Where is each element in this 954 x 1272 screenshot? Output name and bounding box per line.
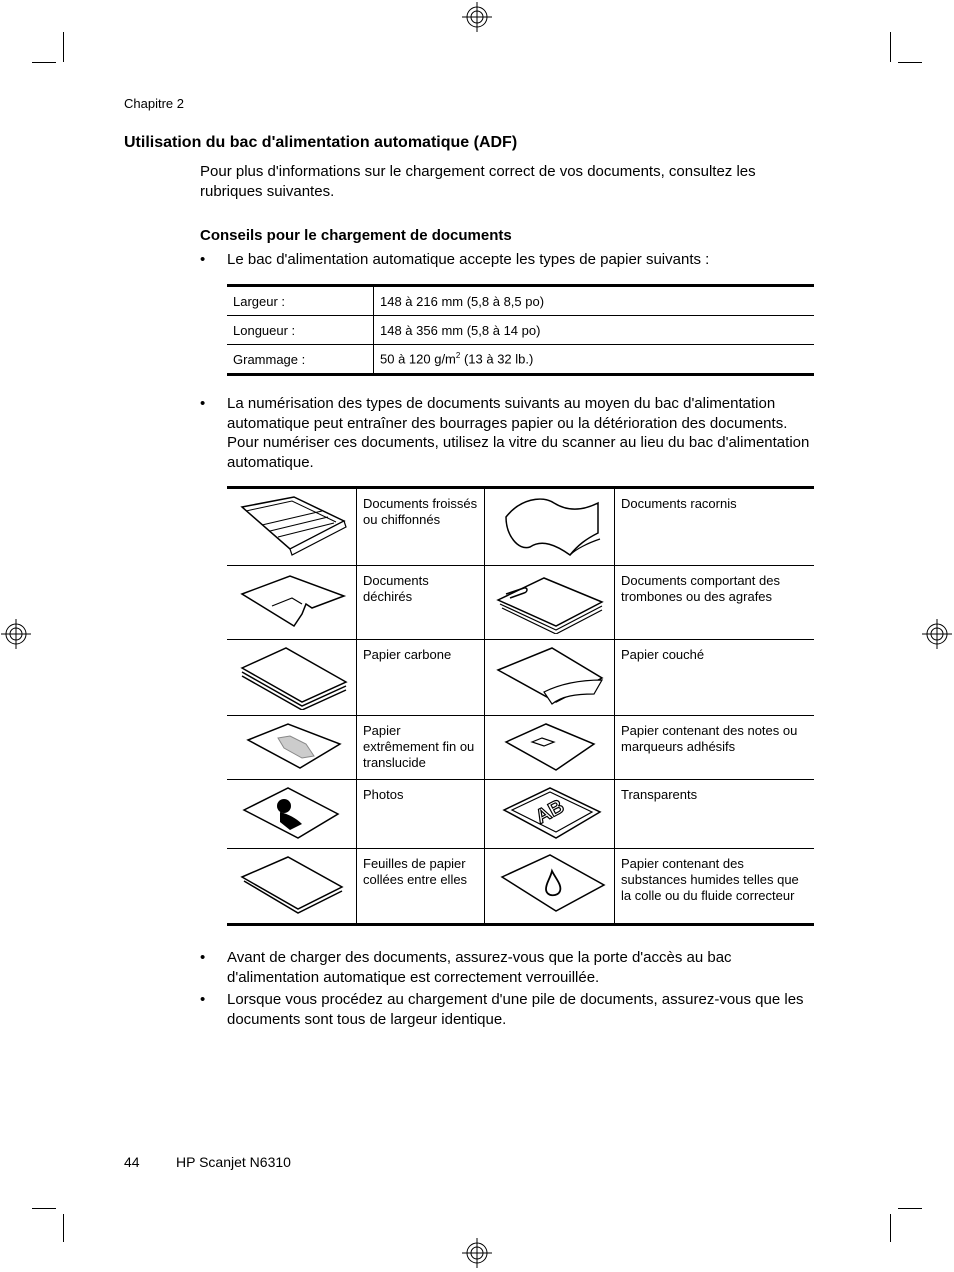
transparency-icon bbox=[490, 780, 610, 844]
spec-value bbox=[374, 345, 815, 375]
doc-type-label: Documents déchirés bbox=[357, 566, 485, 640]
spec-label: Largeur : bbox=[227, 286, 374, 316]
table-row bbox=[227, 488, 814, 566]
doc-type-label: Documents racornis bbox=[621, 496, 737, 511]
table-row bbox=[227, 566, 814, 640]
bullet-text: Avant de charger des documents, assurez-vous que la porte d'accès au bac d'alimentation automatique est correctement verrouillée. bbox=[227, 949, 732, 986]
crop-mark bbox=[898, 62, 922, 63]
chapter-label: Chapitre 2 bbox=[124, 96, 184, 111]
crop-mark bbox=[890, 32, 891, 62]
doc-type-label: Photos bbox=[357, 780, 485, 849]
bullet-marker: • bbox=[200, 395, 206, 412]
bullet-text: La numérisation des types de documents suivants au moyen du bac d'alimentation automatique peut entraîner des bourrages papier ou la détérioration des documents. Pour numériser ces documents, utilisez la vitre du scanner au lieu du bac d'alimentation automatique. bbox=[227, 395, 810, 471]
transparency-glyph: AB bbox=[531, 795, 568, 829]
registration-mark-icon bbox=[462, 1238, 492, 1268]
paper-specs-table bbox=[227, 284, 814, 376]
bullet-marker: • bbox=[200, 949, 206, 966]
wet-substance-icon bbox=[490, 849, 610, 917]
bullet-marker: • bbox=[200, 251, 206, 268]
crop-mark bbox=[890, 1214, 891, 1242]
page-number: 44 bbox=[124, 1154, 140, 1170]
table-row bbox=[227, 316, 814, 345]
crop-mark bbox=[63, 1214, 64, 1242]
document-types-table bbox=[227, 486, 814, 926]
crop-mark bbox=[32, 62, 56, 63]
doc-type-label: Papier couché bbox=[615, 640, 815, 716]
table-row bbox=[227, 345, 814, 375]
crop-mark bbox=[63, 32, 64, 62]
table-row bbox=[227, 780, 814, 849]
registration-mark-icon bbox=[1, 619, 31, 649]
bullet-text: Le bac d'alimentation automatique accepte les types de papier suivants : bbox=[227, 251, 710, 268]
table-row bbox=[227, 286, 814, 316]
torn-documents-icon bbox=[232, 566, 352, 634]
carbon-paper-icon bbox=[232, 640, 352, 710]
translucent-paper-icon bbox=[232, 716, 352, 776]
doc-type-label: Papier contenant des notes ou marqueurs adhésifs bbox=[615, 716, 815, 780]
bullet-text: Lorsque vous procédez au chargement d'une pile de documents, assurez-vous que les documents sont tous de largeur identique. bbox=[227, 991, 804, 1028]
photo-icon bbox=[232, 780, 352, 844]
registration-mark-icon bbox=[922, 619, 952, 649]
wrinkled-documents-icon bbox=[232, 489, 352, 559]
doc-type-label: Documents froissés ou chiffonnés bbox=[363, 496, 478, 527]
crop-mark bbox=[32, 1208, 56, 1209]
doc-type-label: Documents comportant des trombones ou des agrafes bbox=[615, 566, 815, 640]
crop-mark bbox=[898, 1208, 922, 1209]
sticky-note-icon bbox=[490, 716, 610, 776]
product-name: HP Scanjet N6310 bbox=[176, 1154, 291, 1170]
coated-paper-icon bbox=[490, 640, 610, 710]
registration-mark-icon bbox=[462, 2, 492, 32]
spec-label: Grammage : bbox=[227, 345, 374, 375]
table-row bbox=[227, 849, 814, 925]
spec-value: 148 à 356 mm (5,8 à 14 po) bbox=[374, 316, 815, 345]
glued-sheets-icon bbox=[232, 849, 352, 917]
intro-paragraph: Pour plus d'informations sur le chargement correct de vos documents, consultez les rubriques suivantes. bbox=[200, 163, 756, 200]
spec-value: 148 à 216 mm (5,8 à 8,5 po) bbox=[380, 293, 545, 309]
curled-documents-icon bbox=[490, 489, 610, 559]
table-row bbox=[227, 716, 814, 780]
spec-label: Longueur : bbox=[227, 316, 374, 345]
doc-type-label: Transparents bbox=[615, 780, 815, 849]
bullet-marker: • bbox=[200, 991, 206, 1008]
spec-value-text: (13 à 32 lb.) bbox=[460, 351, 534, 367]
section-title: Utilisation du bac d'alimentation automatique (ADF) bbox=[124, 134, 518, 151]
doc-type-label: Papier contenant des substances humides telles que la colle ou du fluide correcteur bbox=[615, 849, 815, 925]
spec-value-text: 50 à 120 g/m bbox=[380, 351, 456, 367]
tips-heading: Conseils pour le chargement de documents bbox=[200, 227, 512, 244]
superscript: 2 bbox=[455, 351, 461, 361]
paper-clip-icon bbox=[490, 566, 610, 634]
table-row bbox=[227, 640, 814, 716]
doc-type-label: Feuilles de papier collées entre elles bbox=[357, 849, 485, 925]
doc-type-label: Papier extrêmement fin ou translucide bbox=[357, 716, 485, 780]
doc-type-label: Papier carbone bbox=[357, 640, 485, 716]
